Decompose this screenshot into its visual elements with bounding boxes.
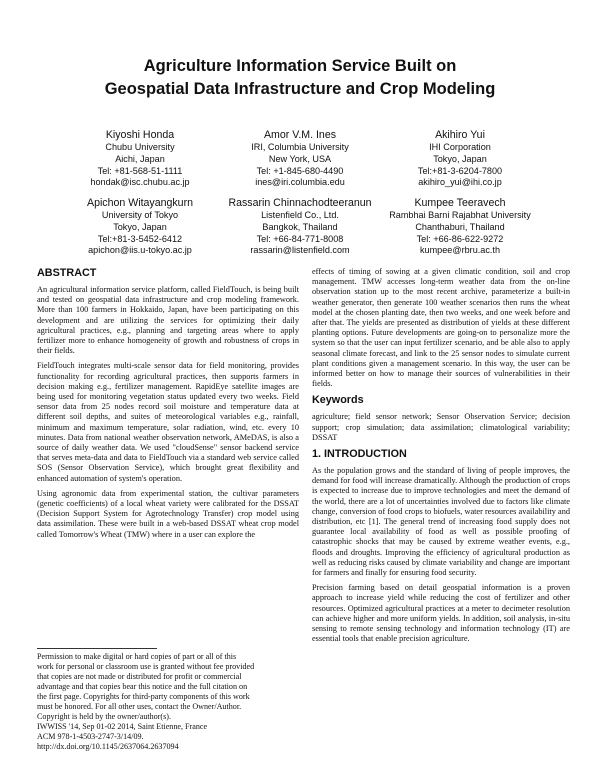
permission-notice	[37, 652, 299, 752]
author-block	[210, 196, 390, 257]
author-location: Bangkok, Thailand	[262, 221, 338, 232]
notice-line: that copies are not made or distributed for profit or commercial	[37, 672, 242, 681]
author-affiliation: University of Tokyo	[101, 210, 179, 220]
introduction-paragraph: Precision farming based on detail geospatial information is a proven approach to increase yield while reducing the cost of fertilizer and other resources. Optimized agricultural practices at a meter to decimeter resolution can achieve higher and more uniform yields. In addition, soil analysis, in-situ sensing to remote sensing technology and information technology (IT) are essential tools that enable precision agriculture.	[312, 583, 570, 644]
author-name: Akihiro Yui	[435, 129, 485, 141]
author-name: Apichon Witayangkurn	[87, 197, 193, 209]
author-location: Aichi, Japan	[115, 153, 165, 164]
notice-line: ACM 978-1-4503-2747-3/14/09.	[37, 732, 144, 741]
author-affiliation: IRI, Columbia University	[251, 142, 349, 152]
abstract-paragraph: An agricultural information service platform, called FieldTouch, is being built and tested on geospatial data infrastructure and crop modeling framework. More than 100 farmers in Hokkaido, Japan, have been participating on this development and are utilizing the services for optimizing their daily agricultural practices, e.g., planning and targeting areas where to apply fertilizer more to enhance homogeneity of growth and robustness of crops in their fields.	[37, 285, 299, 356]
notice-line: must be honored. For all other uses, contact the Owner/Author.	[37, 702, 242, 711]
author-phone: Tel: +1-845-680-4490	[256, 165, 344, 176]
author-name: Kumpee Teeravech	[414, 197, 506, 209]
right-column	[312, 267, 570, 650]
author-block	[370, 128, 550, 189]
author-phone: Tel:+81-3-6204-7800	[417, 165, 503, 176]
keywords-heading: Keywords	[312, 394, 364, 407]
notice-line: Copyright is held by the owner/author(s).	[37, 712, 171, 721]
paper-title-line-2: Geospatial Data Infrastructure and Crop Modeling	[104, 80, 496, 98]
abstract-heading: ABSTRACT	[37, 267, 97, 279]
author-location: Tokyo, Japan	[433, 153, 487, 164]
author-phone: Tel:+81-3-5452-6412	[97, 233, 183, 244]
introduction-heading: 1. INTRODUCTION	[312, 448, 407, 461]
notice-line: work for personal or classroom use is granted without fee provided	[37, 662, 255, 671]
author-email: ines@iri.columbia.edu	[255, 177, 345, 188]
author-name: Rassarin Chinnachodteeranun	[228, 197, 372, 209]
author-name: Kiyoshi Honda	[105, 129, 175, 141]
notice-line: IWWISS '14, Sep 01-02 2014, Saint Etienne, France	[37, 722, 208, 731]
introduction-paragraph: As the population grows and the standard of living of people improves, the demand for food will increase dramatically. Although the production of crops is expected to increase due to improve technologies and meet the demand of the world, there are a lot of uncertainties involved due to factors like climate change, conversion of food crops to biofuels, water resources availability and distribution, etc [1]. The general trend of increasing food supply does not guarantee local availability of food as well as possible proofing of catastrophic shocks that may be caused by extreme weather events, e.g., floods and droughts. Improving the efficiency of agricultural production as well as reducing risks caused by climate variability and change are important for farmers and finally for ensuring food security.	[312, 466, 570, 578]
notice-divider	[37, 648, 157, 649]
notice-line: advantage and that copies bear this notice and the full citation on	[37, 682, 248, 691]
author-block	[210, 128, 390, 189]
left-column	[37, 267, 299, 545]
abstract-paragraph: FieldTouch integrates multi-scale sensor data for field monitoring, provides functionality for recording agricultural practices, then supports farmers in decision making e.g., fertilizer management. RapidEye satellite images are being used for monitoring vegetation status updated every two weeks. Field sensor data from 25 nodes record soil moisture and temperature data at different soil depths, and suites of meteorological variables e.g., rainfall, minimum and maximum temperature, solar radiation, wind, etc. every 10 minutes. Data from national weather observation network, AMeDAS, is also a source of daily weather data. We used "cloudSense" sensor backend service that serves meta-data and data to FieldTouch via a standard web service called SOS (Sensor Observation Service), which brought great flexibility and enhanced automation of system's operation.	[37, 361, 299, 483]
author-name: Amor V.M. Ines	[263, 129, 337, 141]
author-affiliation: IHI Corporation	[429, 142, 491, 152]
notice-line: Permission to make digital or hard copies of part or all of this	[37, 652, 237, 661]
keywords-text: agriculture; field sensor network; Sensor Observation Service; decision support; crop simulation; data assimilation; climatological variability; DSSAT	[312, 412, 570, 442]
author-phone: Tel: +66-86-622-9272	[416, 233, 504, 244]
author-phone: Tel: +66-84-771-8008	[256, 233, 344, 244]
author-affiliation: Chubu University	[105, 142, 175, 152]
author-phone: Tel: +81-568-51-1111	[97, 165, 183, 176]
doi-link[interactable]: http://dx.doi.org/10.1145/2637064.2637094	[37, 742, 179, 751]
author-email: rassarin@listenfield.com	[250, 245, 350, 256]
paper-title-line-1: Agriculture Information Service Built on	[143, 57, 457, 75]
author-email: kumpee@rbru.ac.th	[420, 245, 500, 256]
author-block	[50, 196, 230, 257]
abstract-paragraph: effects of timing of sowing at a given climatic condition, soil and crop management. TMW accesses long-term weather data from the on-line observation station up to the most recent archive, parameterize a built-in weather generator, then generate 100 weather scenarios then runs the wheat model at the chosen planting date, then two weeks, and one week before and after that. The yields are presented as distribution of yields at these different planting options. Future developments are going-on to personalize more the system so that the user can input fertilizer scenario, and be able also to apply seasonal climate forecast, and link to the 25 sensor nodes to simulate current plant conditions given a management scenario. In this way, the user can be informed better on how to manage their sources of vulnerabilities in their fields.	[312, 267, 570, 389]
author-location: New York, USA	[268, 153, 332, 164]
author-location: Chanthaburi, Thailand	[415, 221, 505, 232]
author-affiliation: Rambhai Barni Rajabhat University	[389, 210, 531, 220]
author-location: Tokyo, Japan	[113, 221, 167, 232]
notice-line: the first page. Copyrights for third-party components of this work	[37, 692, 250, 701]
author-block	[370, 196, 550, 257]
author-email: akihiro_yui@ihi.co.jp	[418, 177, 502, 188]
author-email: apichon@iis.u-tokyo.ac.jp	[88, 245, 192, 256]
author-block	[50, 128, 230, 189]
author-affiliation: Listenfield Co., Ltd.	[261, 210, 339, 220]
abstract-paragraph: Using agronomic data from experimental station, the cultivar parameters (genetic coefficients) of a local wheat variety were calibrated for the DSSAT (Decision Support System for Agrotechnology Transfer) crop model using data assimilation. These were built in a web-based DSSAT wheat crop model called Tomorrow's Wheat (TMW) where in a user can explore the	[37, 488, 299, 539]
author-email: hondak@isc.chubu.ac.jp	[90, 177, 190, 188]
